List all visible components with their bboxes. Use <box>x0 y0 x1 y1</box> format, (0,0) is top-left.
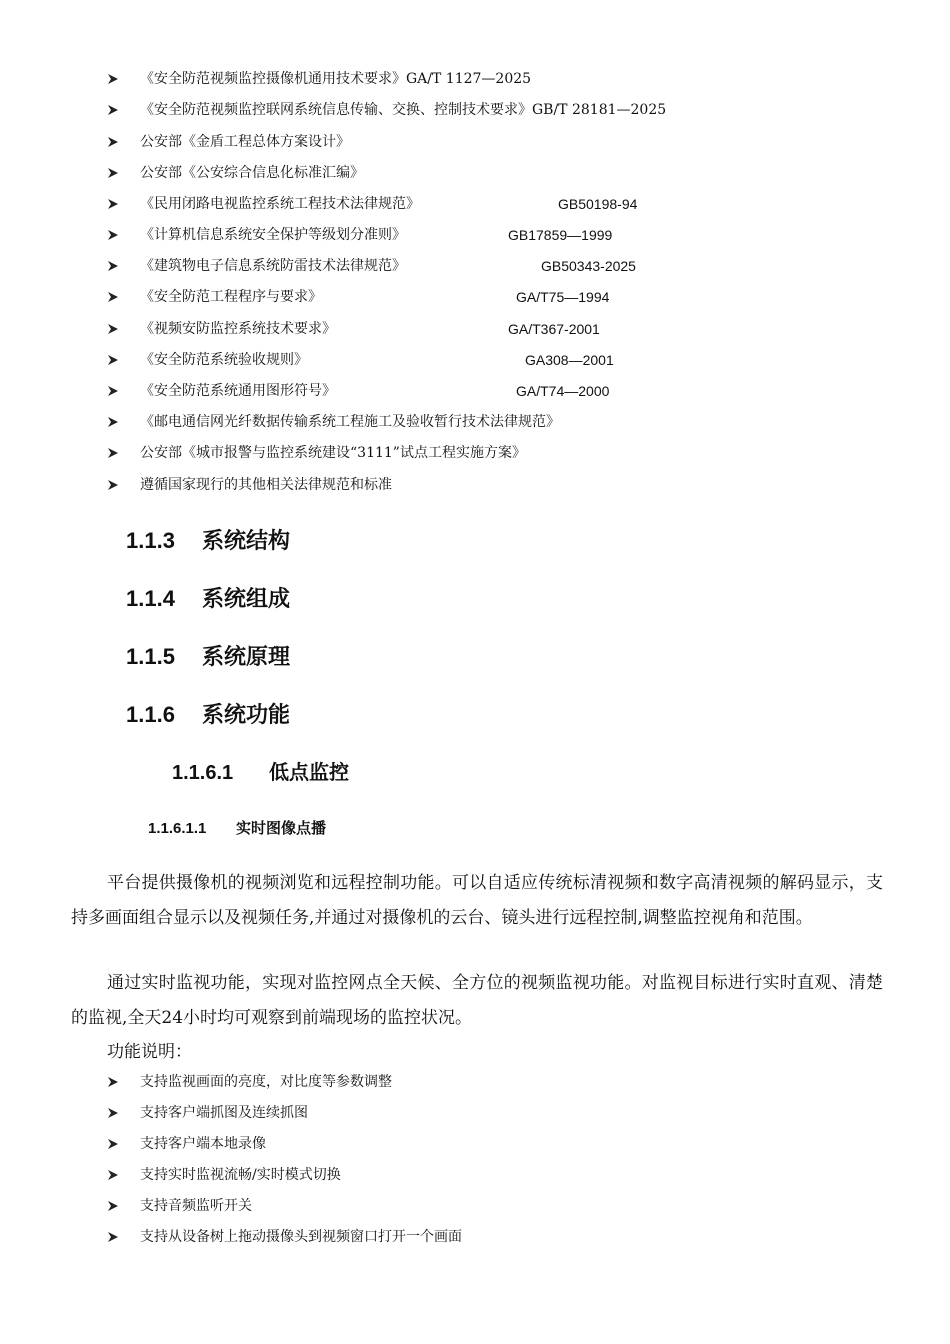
standard-title: 公安部《金盾工程总体方案设计》 <box>140 134 350 150</box>
arrow-bullet-icon <box>107 318 121 340</box>
heading-low-point-monitoring <box>172 759 349 787</box>
heading-number: 1.1.4 <box>126 586 175 611</box>
standard-title: 《安全防范视频监控摄像机通用技术要求》GA/T 1127—2025 <box>140 71 532 87</box>
arrow-bullet-icon <box>107 131 121 153</box>
standard-code: GA308—2001 <box>525 352 614 368</box>
body-paragraph: 平台提供摄像机的视频浏览和远程控制功能。可以自适应传统标清视频和数字高清视频的解码显示，支持多画面组合显示以及视频任务,并通过对摄像机的云台、镜头进行远程控制,调整监控视角和范围。 <box>71 873 883 928</box>
arrow-bullet-icon <box>107 380 121 402</box>
arrow-bullet-icon <box>107 474 121 496</box>
heading-title: 系统结构 <box>202 528 291 553</box>
heading-title: 低点监控 <box>269 762 349 784</box>
standard-title: 公安部《城市报警与监控系统建设“3111”试点工程实施方案》 <box>140 445 526 461</box>
heading-system-structure <box>126 526 290 556</box>
standard-title: 公安部《公安综合信息化标准汇编》 <box>140 165 364 181</box>
arrow-bullet-icon <box>107 68 121 90</box>
heading-system-functions <box>126 700 290 730</box>
standard-code: GB50343-2025 <box>541 258 636 274</box>
standard-code: GA/T74—2000 <box>516 383 610 399</box>
arrow-bullet-icon <box>107 442 121 464</box>
standard-title: 《建筑物电子信息系统防雷技术法律规范》 <box>140 258 406 274</box>
heading-system-composition <box>126 584 290 614</box>
standard-title: 《计算机信息系统安全保护等级划分准则》 <box>140 227 406 243</box>
standard-code: GA/T75—1994 <box>516 289 610 305</box>
heading-system-principle <box>126 642 290 672</box>
feature-text: 支持客户端抓图及连续抓图 <box>140 1105 308 1121</box>
arrow-bullet-icon <box>107 99 121 121</box>
features-label: 功能说明： <box>107 1042 192 1062</box>
arrow-bullet-icon <box>107 1102 121 1124</box>
standard-title: 《民用闭路电视监控系统工程技术法律规范》 <box>140 196 420 212</box>
arrow-bullet-icon <box>107 411 121 433</box>
heading-number: 1.1.6.1 <box>172 762 234 784</box>
arrow-bullet-icon <box>107 224 121 246</box>
heading-number: 1.1.3 <box>126 528 175 553</box>
standard-code: GA/T367-2001 <box>508 321 600 337</box>
standard-code: GB17859—1999 <box>508 227 613 243</box>
standard-title: 《安全防范视频监控联网系统信息传输、交换、控制技术要求》GB/T 28181—2025 <box>140 102 667 118</box>
feature-text: 支持客户端本地录像 <box>140 1136 266 1152</box>
heading-title: 系统原理 <box>202 644 291 669</box>
standard-title: 《安全防范工程程序与要求》 <box>140 289 322 305</box>
standard-title: 《邮电通信网光纤数据传输系统工程施工及验收暂行技术法律规范》 <box>140 414 560 430</box>
standard-title: 《安全防范系统验收规则》 <box>140 352 308 368</box>
arrow-bullet-icon <box>107 1071 121 1093</box>
feature-text: 支持从设备树上拖动摄像头到视频窗口打开一个画面 <box>140 1229 462 1245</box>
arrow-bullet-icon <box>107 286 121 308</box>
arrow-bullet-icon <box>107 1164 121 1186</box>
heading-realtime-video-on-demand <box>148 818 326 840</box>
standard-title: 《安全防范系统通用图形符号》 <box>140 383 336 399</box>
heading-title: 系统功能 <box>202 702 291 727</box>
heading-title: 系统组成 <box>202 586 291 611</box>
body-paragraph: 通过实时监视功能，实现对监控网点全天候、全方位的视频监视功能。对监视目标进行实时直观、清楚的监视,全天24小时均可观察到前端现场的监控状况。 <box>71 973 883 1028</box>
arrow-bullet-icon <box>107 1133 121 1155</box>
standard-code: GB50198-94 <box>558 196 638 212</box>
feature-text: 支持实时监视流畅/实时模式切换 <box>140 1167 341 1183</box>
arrow-bullet-icon <box>107 255 121 277</box>
arrow-bullet-icon <box>107 1226 121 1248</box>
heading-number: 1.1.5 <box>126 644 175 669</box>
heading-number: 1.1.6 <box>126 702 175 727</box>
heading-number: 1.1.6.1.1 <box>148 820 207 837</box>
standard-title: 《视频安防监控系统技术要求》 <box>140 321 336 337</box>
feature-text: 支持音频监听开关 <box>140 1198 252 1214</box>
standard-title: 遵循国家现行的其他相关法律规范和标准 <box>140 477 392 493</box>
heading-title: 实时图像点播 <box>236 820 327 837</box>
feature-text: 支持监视画面的亮度，对比度等参数调整 <box>140 1074 392 1090</box>
arrow-bullet-icon <box>107 193 121 215</box>
arrow-bullet-icon <box>107 1195 121 1217</box>
arrow-bullet-icon <box>107 162 121 184</box>
arrow-bullet-icon <box>107 349 121 371</box>
